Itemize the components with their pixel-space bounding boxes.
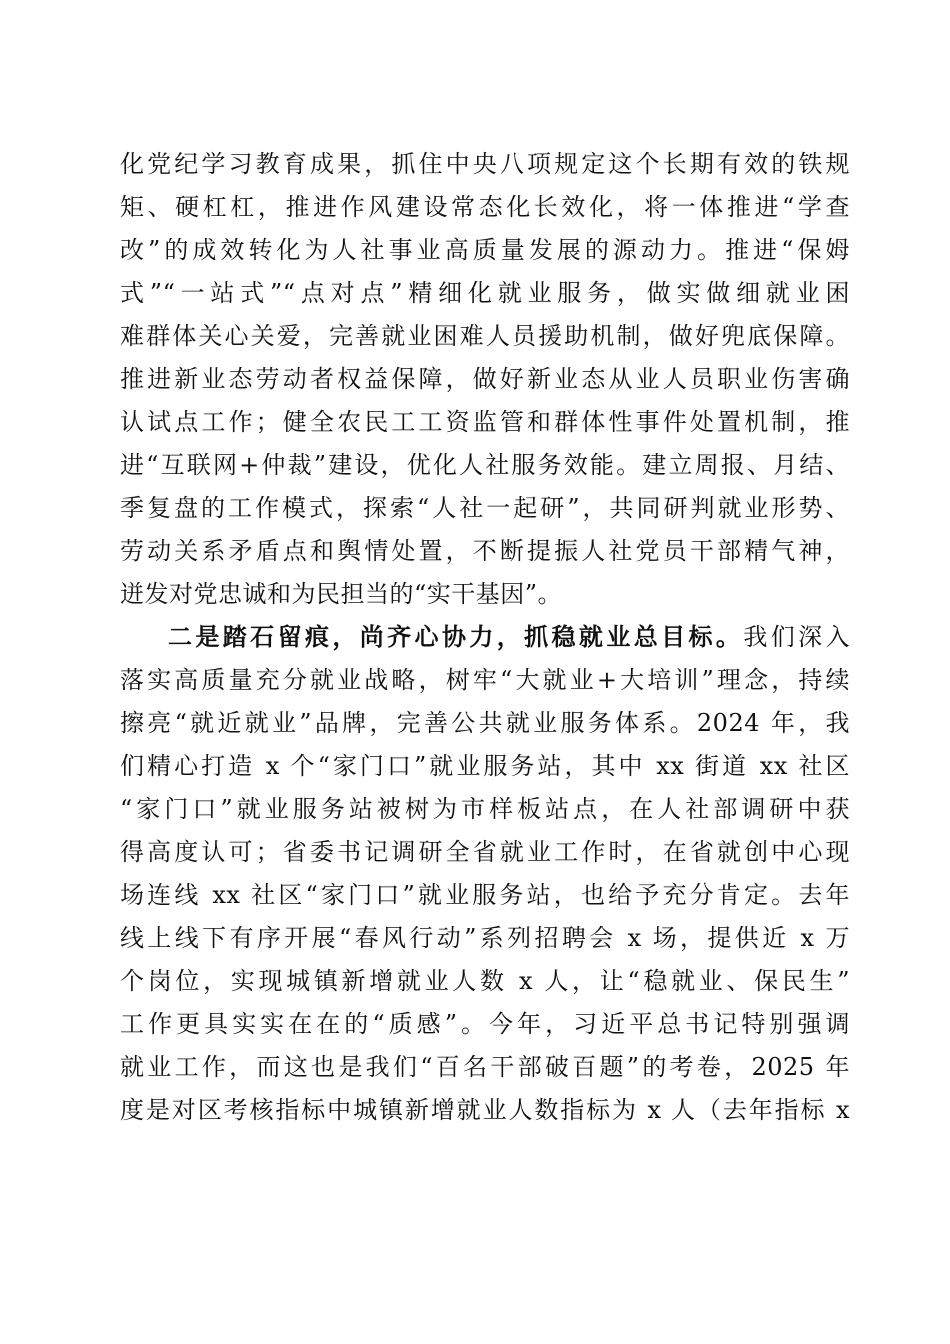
paragraph-2-line-11: 就业工作，而这也是我们“百名干部破百题”的考卷，2025 年 xyxy=(120,1053,850,1081)
paragraph-2-line-1-rest: 我们深入 xyxy=(743,623,850,651)
paragraph-1-line-7: 认试点工作；健全农民工工资监管和群体性事件处置机制，推 xyxy=(120,408,850,436)
paragraph-1-line-2: 矩、硬杠杠，推进作风建设常态化长效化，将一体推进“学查 xyxy=(120,193,850,221)
paragraph-1-line-9: 季复盘的工作模式，探索“人社一起研”，共同研判就业形势、 xyxy=(120,494,850,522)
paragraph-2-heading: 二是踏石留痕，尚齐心协力，抓稳就业总目标。 xyxy=(168,622,744,651)
paragraph-1-line-5: 难群体关心关爱，完善就业困难人员援助机制，做好兜底保障。 xyxy=(120,322,850,350)
paragraph-2-line-6: 得高度认可；省委书记调研全省就业工作时，在省就创中心现 xyxy=(120,838,850,866)
paragraph-2-line-7: 场连线 xx 社区“家门口”就业服务站，也给予充分肯定。去年 xyxy=(120,881,850,909)
paragraph-1-line-3: 改”的成效转化为人社事业高质量发展的源动力。推进“保姆 xyxy=(120,236,850,264)
paragraph-1-line-6: 推进新业态劳动者权益保障，做好新业态从业人员职业伤害确 xyxy=(120,365,850,393)
paragraph-2-line-2: 落实高质量充分就业战略，树牢“大就业+大培训”理念，持续 xyxy=(120,666,850,694)
paragraph-1-line-8: 进“互联网+仲裁”建设，优化人社服务效能。建立周报、月结、 xyxy=(120,451,850,479)
paragraph-2-line-12: 度是对区考核指标中城镇新增就业人数指标为 x 人（去年指标 x xyxy=(120,1096,850,1124)
paragraph-2-line-1 xyxy=(168,617,850,657)
paragraph-1-line-11: 迸发对党忠诚和为民担当的“实干基因”。 xyxy=(120,580,563,608)
paragraph-2-line-10: 工作更具实实在在的“质感”。今年，习近平总书记特别强调 xyxy=(120,1010,850,1038)
paragraph-1-line-1: 化党纪学习教育成果，抓住中央八项规定这个长期有效的铁规 xyxy=(120,150,850,178)
paragraph-1-line-10: 劳动关系矛盾点和舆情处置，不断提振人社党员干部精气神， xyxy=(120,537,850,565)
paragraph-1-line-4: 式”“一站式”“点对点”精细化就业服务，做实做细就业困 xyxy=(120,279,850,307)
paragraph-2-line-8: 线上线下有序开展“春风行动”系列招聘会 x 场，提供近 x 万 xyxy=(120,924,850,952)
paragraph-2-line-5: “家门口”就业服务站被树为市样板站点，在人社部调研中获 xyxy=(120,795,850,823)
paragraph-2-line-4: 们精心打造 x 个“家门口”就业服务站，其中 xx 街道 xx 社区 xyxy=(120,752,850,780)
paragraph-2-line-9: 个岗位，实现城镇新增就业人数 x 人，让“稳就业、保民生” xyxy=(120,967,850,995)
paragraph-2-line-3: 擦亮“就近就业”品牌，完善公共就业服务体系。2024 年，我 xyxy=(120,709,850,737)
